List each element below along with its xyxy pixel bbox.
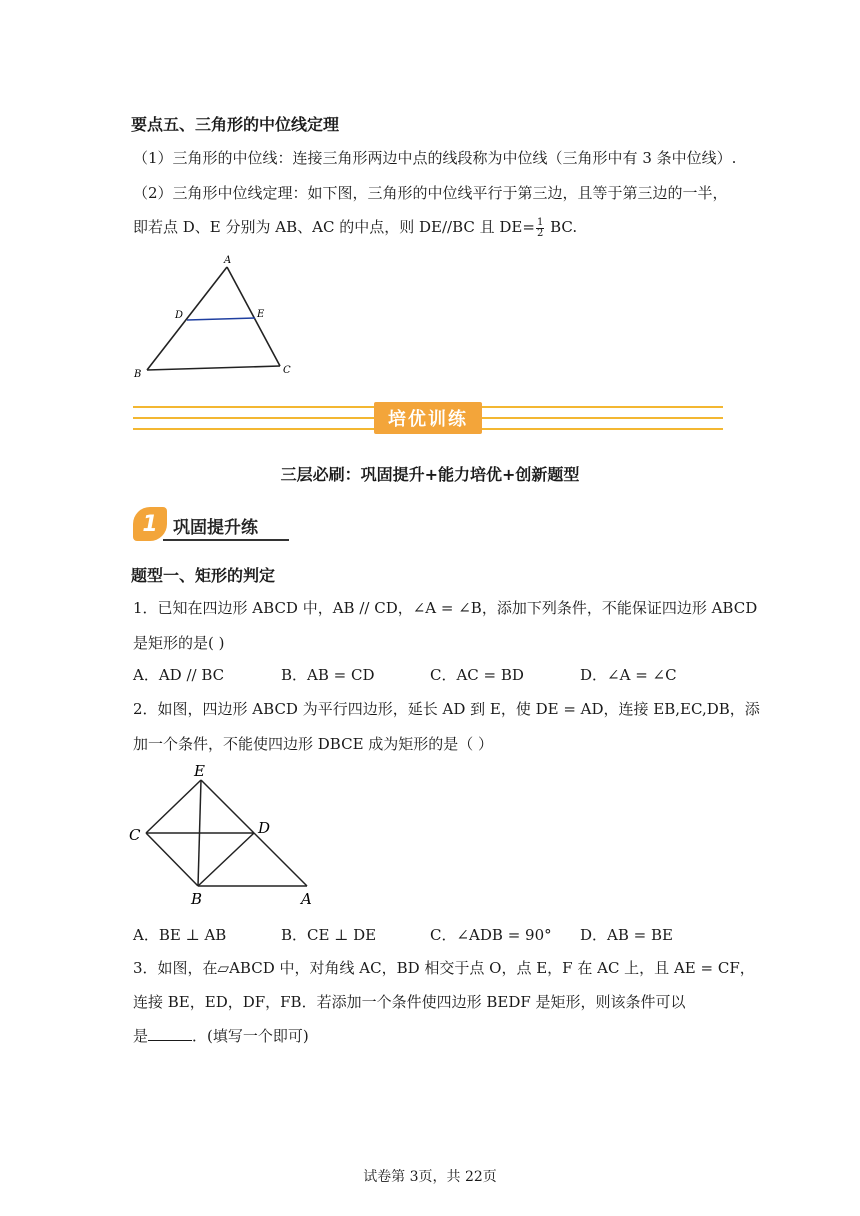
label-c: C xyxy=(283,365,291,376)
fraction-denominator: 2 xyxy=(536,227,544,239)
option-a: A．BE ⊥ AB xyxy=(133,926,227,944)
segment-da xyxy=(254,833,307,886)
question-3-line: 连接 BE，ED，DF，FB．若添加一个条件使四边形 BEDF 是矩形，则该条件可以 xyxy=(133,993,686,1011)
paragraph-line: （2）三角形中位线定理：如下图，三角形的中位线平行于第三边，且等于第三边的一半， xyxy=(133,184,728,202)
triangle-figure xyxy=(125,250,305,385)
question-2-line: 加一个条件，不能使四边形 DBCE 成为矩形的是（ ） xyxy=(133,735,494,753)
segment-cb xyxy=(146,833,198,886)
text-fragment: BC. xyxy=(545,218,578,236)
section-badge xyxy=(133,507,293,541)
label-d: D xyxy=(258,819,271,837)
question-3-line: 3．如图，在▱ABCD 中，对角线 AC，BD 相交于点 O，点 E，F 在 AC 上，且 AE = CF， xyxy=(133,959,755,977)
text-fragment: 即若点 D、E 分别为 AB、AC 的中点，则 DE//BC 且 DE= xyxy=(133,218,535,236)
side-ac xyxy=(227,267,280,366)
label-a: A xyxy=(224,255,232,266)
topic-heading: 题型一、矩形的判定 xyxy=(131,566,276,585)
option-d: D．∠A = ∠C xyxy=(580,666,677,684)
question-1-line: 1．已知在四边形 ABCD 中，AB // CD，∠A = ∠B，添加下列条件，不能保证四边形 ABCD xyxy=(133,599,758,617)
side-bc xyxy=(147,366,280,370)
paragraph-line: （1）三角形的中位线：连接三角形两边中点的线段称为中位线（三角形中有 3 条中位线）. xyxy=(133,149,737,167)
text-fragment: 是 xyxy=(133,1027,149,1045)
section-heading: 要点五、三角形的中位线定理 xyxy=(131,115,340,134)
segment-ec xyxy=(146,780,201,833)
midline-de xyxy=(187,318,255,320)
section-number: 1 xyxy=(133,507,167,541)
label-a: A xyxy=(301,890,312,908)
fraction xyxy=(536,218,544,239)
text-fragment: ．(填写一个即可) xyxy=(192,1027,309,1045)
fraction-numerator: 1 xyxy=(536,216,544,228)
option-b: B．CE ⊥ DE xyxy=(281,926,377,944)
answer-blank xyxy=(148,1026,192,1041)
option-c: C．∠ADB = 90° xyxy=(430,926,552,944)
section-title: 巩固提升练 xyxy=(173,518,258,538)
question-1-line: 是矩形的是( ) xyxy=(133,634,225,652)
label-e: E xyxy=(257,309,265,320)
option-b: B．AB = CD xyxy=(281,666,375,684)
label-d: D xyxy=(175,310,184,321)
label-b: B xyxy=(191,890,203,908)
option-d: D．AB = BE xyxy=(580,926,673,944)
banner-label: 培优训练 xyxy=(374,402,482,434)
segment-db xyxy=(198,833,254,886)
label-c: C xyxy=(129,826,141,844)
subtitle: 三层必刷：巩固提升+能力培优+创新题型 xyxy=(280,465,580,484)
option-a: A．AD // BC xyxy=(133,666,225,684)
option-c: C．AC = BD xyxy=(430,666,524,684)
rhombus-figure xyxy=(124,760,324,910)
question-2-line: 2．如图，四边形 ABCD 为平行四边形，延长 AD 到 E，使 DE = AD，连接 EB,EC,DB，添 xyxy=(133,700,760,718)
section-underline xyxy=(163,539,289,541)
label-e: E xyxy=(194,762,205,780)
page-footer: 试卷第 3页，共 22页 xyxy=(363,1169,497,1185)
segment-ed xyxy=(201,780,254,833)
paragraph-line xyxy=(133,216,577,239)
question-3-line xyxy=(133,1025,309,1046)
label-b: B xyxy=(134,369,142,380)
